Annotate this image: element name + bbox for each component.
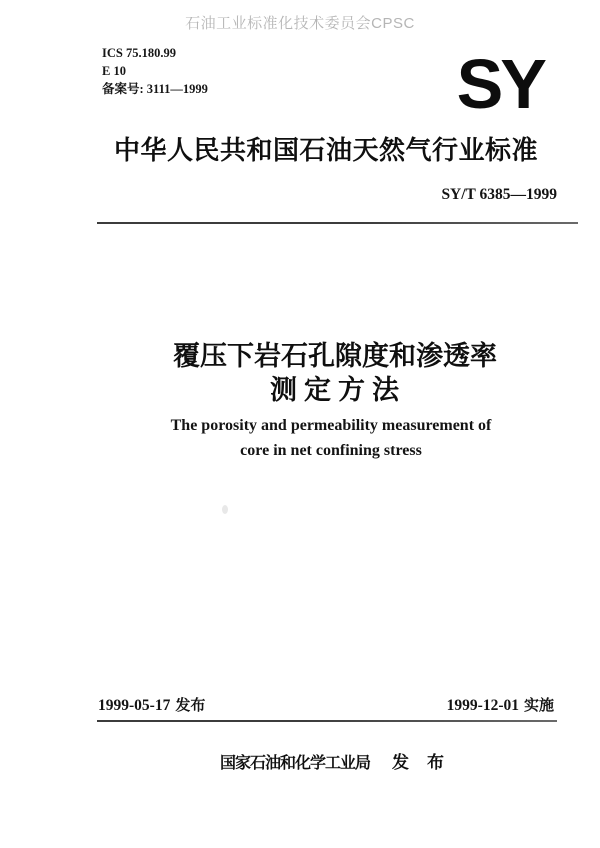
issue-date: 1999-05-17 — [98, 697, 171, 714]
standard-number: SY/T 6385—1999 — [441, 186, 557, 203]
top-rule-divider — [97, 222, 578, 224]
date-row — [98, 694, 554, 715]
sy-logo: SY — [456, 45, 544, 123]
record-number: 备案号: 3111—1999 — [102, 82, 208, 96]
publisher-name: 国家石油和化学工业局 — [219, 755, 371, 772]
document-title-cn-line2: 测定方法 — [270, 375, 406, 405]
class-code: E 10 — [102, 64, 126, 78]
bottom-rule-divider — [97, 720, 557, 722]
issue-date-group — [98, 694, 205, 715]
publish-action-label: 发布 — [392, 753, 463, 772]
issue-label: 发布 — [175, 697, 206, 714]
meta-block — [102, 44, 208, 98]
implementation-date-group — [447, 694, 554, 715]
ics-code: ICS 75.180.99 — [102, 46, 176, 60]
document-title-en-line2: core in net confining stress — [240, 442, 422, 459]
committee-header: 石油工业标准化技术委员会CPSC — [185, 15, 415, 32]
scan-artifact — [222, 505, 228, 514]
document-title-en — [171, 413, 492, 463]
document-title-en-line1: The porosity and permeability measurement of — [170, 417, 492, 434]
document-title-cn-line1: 覆压下岩石孔隙度和渗透率 — [173, 341, 497, 371]
implementation-date: 1999-12-01 — [446, 697, 519, 714]
standard-type-title: 中华人民共和国石油天然气行业标准 — [113, 135, 539, 165]
publisher-row — [219, 748, 463, 773]
implementation-label: 实施 — [523, 697, 554, 714]
